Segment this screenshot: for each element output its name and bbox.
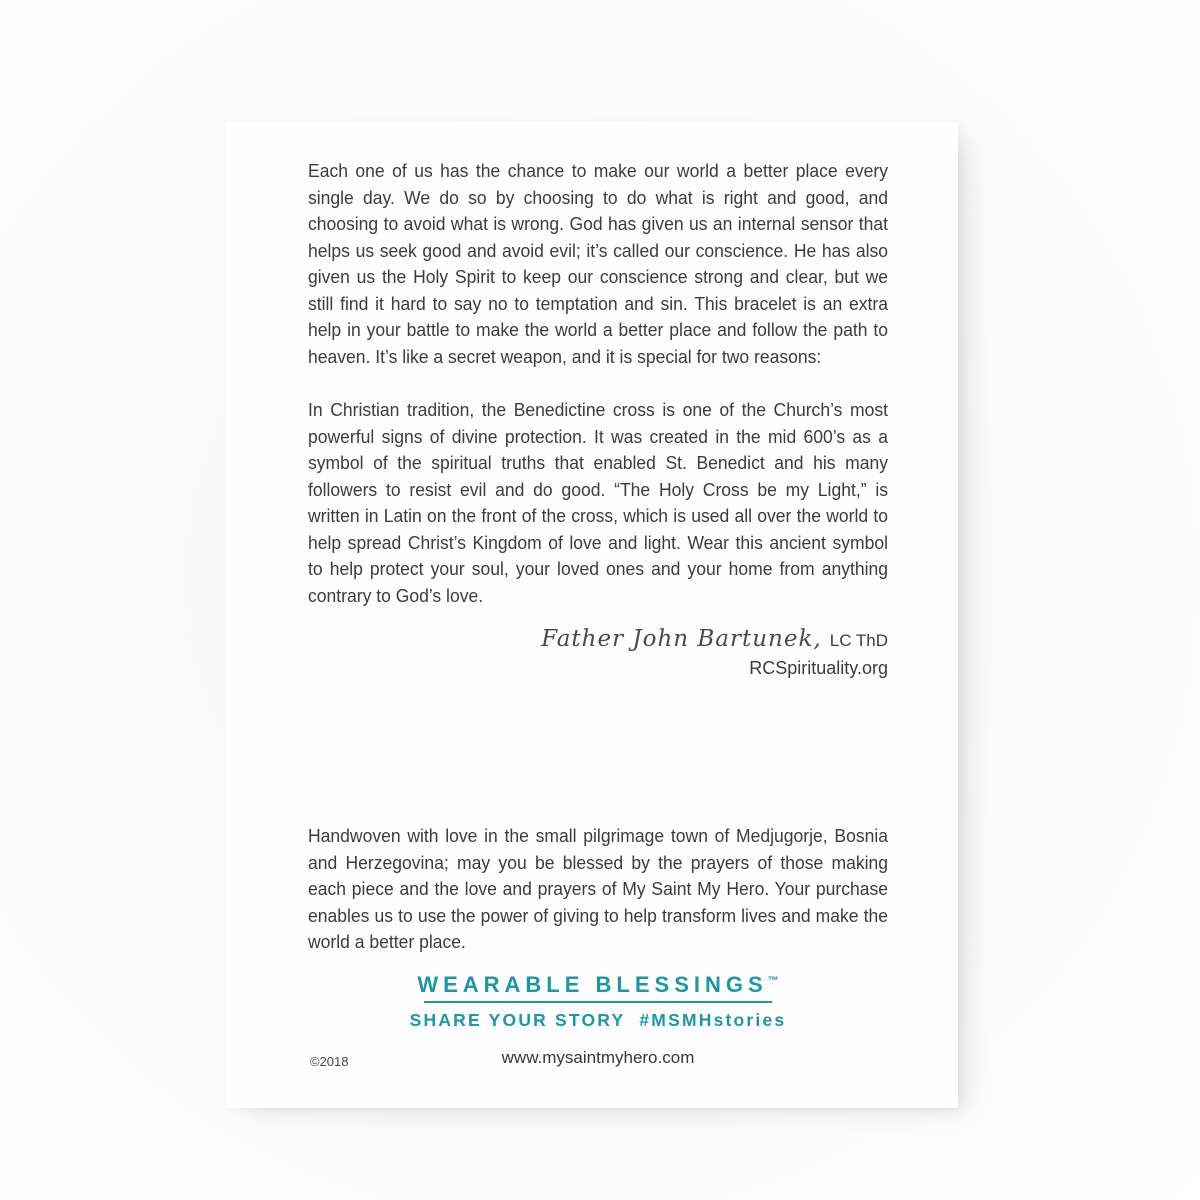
tagline-hashtag: #MSMHstories xyxy=(639,1010,787,1030)
wearable-blessings-card-back xyxy=(226,122,958,1108)
signature-block xyxy=(308,624,888,680)
signature-credentials: LC ThD xyxy=(829,631,888,650)
trademark-symbol: ™ xyxy=(767,975,779,987)
brand-tagline xyxy=(308,1010,888,1031)
handwoven-paragraph: Handwoven with love in the small pilgrimage town of Medjugorje, Bosnia and Herzegovina; may you be blessed by the prayers of those making each piece and the love and prayers of My Saint My Hero. Your purchase enables us to use the power of giving to help transform lives and make the world a better place. xyxy=(308,825,888,952)
tagline-share-your-story: SHARE YOUR STORY xyxy=(409,1010,626,1030)
intro-paragraph: Each one of us has the chance to make our world a better place every single day. We do so by choosing to do what is right and good, and choosing to avoid what is wrong. God has given us an internal sensor that helps us seek good and avoid evil; it’s called our conscience. He has also given us the Holy Spirit to keep our conscience strong and clear, but we still find it hard to say no to temptation and sin. This bracelet is an extra help in your battle to make the world a better place and follow the path to heaven. It’s like a secret weapon, and it is special for two reasons: xyxy=(308,160,888,367)
benedictine-cross-paragraph: In Christian tradition, the Benedictine cross is one of the Church’s most powerful signs of divine protection. It was created in the mid 600’s as a symbol of the spiritual truths that enabled St. Benedict and his many followers to resist evil and do good. “The Holy Cross be my Light,” is written in Latin on the front of the cross, which is used all over the world to help spread Christ’s Kingdom of love and light. Wear this ancient symbol to help protect your soul, your loved ones and your home from anything contrary to God’s love. xyxy=(308,399,888,606)
brand-underline-rule xyxy=(424,1001,772,1003)
brand-title-text: WEARABLE BLESSINGS xyxy=(417,972,768,997)
signature-line xyxy=(308,624,888,657)
card-upper-text xyxy=(308,158,924,680)
signature-organization: RCSpirituality.org xyxy=(749,658,888,678)
copyright-notice: ©2018 xyxy=(310,1054,349,1069)
brand-title xyxy=(308,968,888,998)
website-url: www.mysaintmyhero.com xyxy=(501,1048,695,1067)
signature-name: Father John Bartunek, xyxy=(541,626,822,652)
brand-block xyxy=(308,968,888,1031)
